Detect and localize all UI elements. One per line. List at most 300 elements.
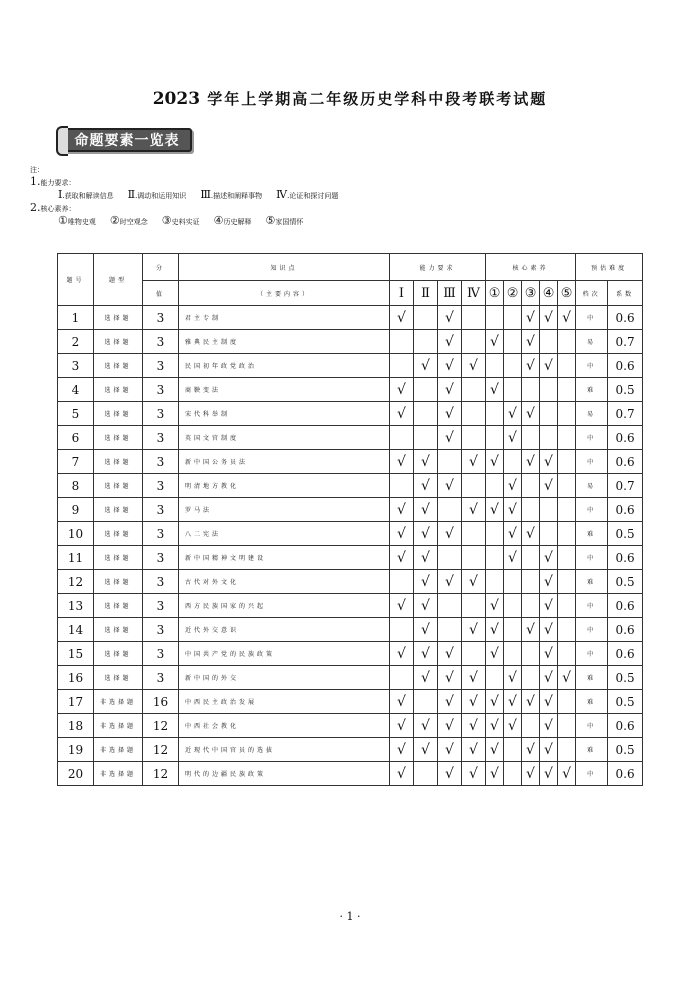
check-mark: √: [540, 450, 558, 474]
cell-qtype: 选择题: [94, 570, 143, 594]
cell-score: 3: [143, 330, 179, 354]
check-mark: [522, 642, 540, 666]
page-title: [0, 88, 700, 109]
check-mark: √: [438, 426, 462, 450]
cell-level: 中: [576, 762, 608, 786]
check-mark: [558, 738, 576, 762]
check-mark: √: [486, 330, 504, 354]
check-mark: √: [390, 378, 414, 402]
header-core-col: ③: [522, 281, 540, 306]
cell-score: 3: [143, 378, 179, 402]
cell-knowledge: 明清地方教化: [179, 474, 390, 498]
check-mark: √: [540, 642, 558, 666]
cell-knowledge: 宋代科举制: [179, 402, 390, 426]
ability-heading: 1.能力要求：: [30, 175, 76, 188]
cell-qtype: 非选择题: [94, 762, 143, 786]
cell-qtype: 选择题: [94, 306, 143, 330]
cell-qnum: 18: [58, 714, 94, 738]
header-ability-col: Ⅲ: [438, 281, 462, 306]
cell-coef: 0.6: [608, 354, 643, 378]
check-mark: [504, 618, 522, 642]
check-mark: √: [438, 474, 462, 498]
check-mark: √: [486, 594, 504, 618]
check-mark: [558, 354, 576, 378]
cell-qtype: 选择题: [94, 498, 143, 522]
check-mark: [414, 402, 438, 426]
check-mark: √: [414, 666, 438, 690]
check-mark: [504, 738, 522, 762]
check-mark: √: [522, 618, 540, 642]
check-mark: [486, 426, 504, 450]
check-mark: [462, 306, 486, 330]
check-mark: [558, 450, 576, 474]
check-mark: √: [462, 498, 486, 522]
check-mark: [504, 378, 522, 402]
check-mark: √: [438, 330, 462, 354]
cell-level: 中: [576, 498, 608, 522]
check-mark: [540, 330, 558, 354]
check-mark: √: [438, 522, 462, 546]
check-mark: √: [390, 762, 414, 786]
check-mark: [486, 570, 504, 594]
check-mark: √: [504, 714, 522, 738]
check-mark: [522, 594, 540, 618]
check-mark: √: [414, 474, 438, 498]
check-mark: √: [414, 642, 438, 666]
check-mark: [504, 330, 522, 354]
table-row: [58, 378, 643, 402]
cell-score: 3: [143, 474, 179, 498]
table-row: [58, 714, 643, 738]
cell-coef: 0.6: [608, 546, 643, 570]
check-mark: [558, 378, 576, 402]
check-mark: √: [462, 618, 486, 642]
cell-knowledge: 近现代中国官员的选拔: [179, 738, 390, 762]
cell-score: 12: [143, 738, 179, 762]
note-label: 注：: [30, 166, 44, 174]
check-mark: √: [486, 690, 504, 714]
check-mark: [522, 714, 540, 738]
check-mark: [558, 498, 576, 522]
core-text: 史料实证: [171, 218, 200, 226]
check-mark: [504, 594, 522, 618]
check-mark: [558, 330, 576, 354]
check-mark: [414, 330, 438, 354]
header-difficulty: 预估难度: [576, 254, 643, 281]
ability-text: .获取和解读信息: [62, 192, 114, 200]
check-mark: √: [504, 498, 522, 522]
cell-level: 易: [576, 330, 608, 354]
check-mark: [522, 546, 540, 570]
check-mark: [414, 762, 438, 786]
check-mark: [558, 402, 576, 426]
cell-qnum: 5: [58, 402, 94, 426]
check-mark: [486, 354, 504, 378]
cell-knowledge: 君主专制: [179, 306, 390, 330]
cell-qtype: 选择题: [94, 522, 143, 546]
cell-qnum: 20: [58, 762, 94, 786]
core-num: ⑤: [265, 214, 276, 227]
check-mark: [558, 546, 576, 570]
check-mark: √: [540, 738, 558, 762]
cell-level: 中: [576, 354, 608, 378]
check-mark: √: [540, 666, 558, 690]
check-mark: √: [390, 690, 414, 714]
check-mark: √: [558, 762, 576, 786]
cell-level: 易: [576, 402, 608, 426]
cell-coef: 0.6: [608, 426, 643, 450]
check-mark: √: [438, 738, 462, 762]
check-mark: √: [462, 570, 486, 594]
check-mark: √: [522, 354, 540, 378]
title-text: 学年上学期高二年级历史学科中段考联考试题: [207, 90, 548, 108]
check-mark: √: [504, 666, 522, 690]
header-qtype: 题型: [94, 254, 143, 306]
cell-qnum: 19: [58, 738, 94, 762]
check-mark: √: [504, 690, 522, 714]
core-heading: 2.核心素养：: [30, 201, 76, 214]
check-mark: √: [522, 330, 540, 354]
check-mark: √: [438, 306, 462, 330]
cell-score: 3: [143, 354, 179, 378]
cell-coef: 0.5: [608, 738, 643, 762]
check-mark: [462, 594, 486, 618]
check-mark: √: [390, 738, 414, 762]
check-mark: √: [438, 762, 462, 786]
cell-qtype: 选择题: [94, 642, 143, 666]
cell-qtype: 选择题: [94, 666, 143, 690]
check-mark: [462, 378, 486, 402]
table-row: [58, 642, 643, 666]
cell-score: 3: [143, 618, 179, 642]
check-mark: √: [504, 522, 522, 546]
cell-qnum: 11: [58, 546, 94, 570]
cell-qtype: 选择题: [94, 474, 143, 498]
cell-knowledge: 民国初年政党政治: [179, 354, 390, 378]
core-text: 历史解释: [223, 218, 252, 226]
check-mark: [522, 378, 540, 402]
cell-score: 3: [143, 594, 179, 618]
header-score-b: 值: [143, 281, 179, 306]
core-list: [30, 215, 352, 228]
check-mark: [540, 498, 558, 522]
ability-num: Ⅰ: [58, 188, 63, 201]
cell-qtype: 选择题: [94, 330, 143, 354]
check-mark: [414, 378, 438, 402]
cell-level: 中: [576, 306, 608, 330]
check-mark: [486, 306, 504, 330]
header-score-a: 分: [143, 254, 179, 281]
cell-coef: 0.7: [608, 330, 643, 354]
requirements-table: [57, 253, 643, 786]
check-mark: [540, 426, 558, 450]
check-mark: √: [540, 474, 558, 498]
check-mark: √: [390, 714, 414, 738]
cell-qnum: 9: [58, 498, 94, 522]
cell-qnum: 4: [58, 378, 94, 402]
cell-qtype: 选择题: [94, 594, 143, 618]
cell-qtype: 选择题: [94, 546, 143, 570]
check-mark: [558, 714, 576, 738]
check-mark: √: [414, 450, 438, 474]
cell-coef: 0.5: [608, 666, 643, 690]
check-mark: [462, 402, 486, 426]
cell-level: 中: [576, 714, 608, 738]
check-mark: [540, 402, 558, 426]
cell-qnum: 12: [58, 570, 94, 594]
header-coef: 系数: [608, 281, 643, 306]
check-mark: [504, 450, 522, 474]
check-mark: √: [438, 402, 462, 426]
check-mark: [540, 522, 558, 546]
check-mark: [504, 354, 522, 378]
cell-qtype: 非选择题: [94, 690, 143, 714]
cell-qnum: 15: [58, 642, 94, 666]
check-mark: [558, 690, 576, 714]
check-mark: √: [414, 546, 438, 570]
cell-level: 中: [576, 450, 608, 474]
page-number: · 1 ·: [339, 910, 361, 923]
check-mark: [462, 642, 486, 666]
check-mark: [486, 666, 504, 690]
cell-knowledge: 近代外交意识: [179, 618, 390, 642]
check-mark: [438, 498, 462, 522]
cell-level: 中: [576, 594, 608, 618]
check-mark: √: [558, 666, 576, 690]
table-body: [58, 306, 643, 786]
check-mark: [390, 474, 414, 498]
table-row: [58, 522, 643, 546]
cell-qtype: 选择题: [94, 378, 143, 402]
scroll-curl-icon: [56, 126, 68, 156]
header-core: 核心素养: [486, 254, 576, 281]
cell-qtype: 非选择题: [94, 738, 143, 762]
table-row: [58, 474, 643, 498]
check-mark: [486, 402, 504, 426]
cell-coef: 0.7: [608, 474, 643, 498]
table-row: [58, 594, 643, 618]
check-mark: √: [462, 762, 486, 786]
table-row: [58, 690, 643, 714]
check-mark: [504, 570, 522, 594]
check-mark: √: [486, 762, 504, 786]
cell-coef: 0.6: [608, 714, 643, 738]
cell-qnum: 13: [58, 594, 94, 618]
cell-score: 3: [143, 498, 179, 522]
cell-knowledge: 中西社会教化: [179, 714, 390, 738]
cell-knowledge: 雅典民主制度: [179, 330, 390, 354]
cell-qtype: 非选择题: [94, 714, 143, 738]
cell-qnum: 16: [58, 666, 94, 690]
check-mark: √: [486, 378, 504, 402]
header-ability: 能力要求: [390, 254, 486, 281]
check-mark: [504, 642, 522, 666]
check-mark: √: [486, 642, 504, 666]
cell-qtype: 选择题: [94, 426, 143, 450]
header-core-col: ①: [486, 281, 504, 306]
check-mark: √: [414, 714, 438, 738]
check-mark: √: [390, 450, 414, 474]
cell-score: 3: [143, 522, 179, 546]
cell-qtype: 选择题: [94, 618, 143, 642]
check-mark: √: [390, 498, 414, 522]
ability-text: .调动和运用知识: [135, 192, 187, 200]
check-mark: √: [540, 690, 558, 714]
core-text: 时空观念: [119, 218, 148, 226]
check-mark: √: [390, 306, 414, 330]
cell-coef: 0.7: [608, 402, 643, 426]
cell-score: 16: [143, 690, 179, 714]
check-mark: [414, 690, 438, 714]
check-mark: [522, 474, 540, 498]
cell-knowledge: 罗马法: [179, 498, 390, 522]
check-mark: [486, 474, 504, 498]
ability-text: .论证和探讨问题: [287, 192, 339, 200]
cell-level: 难: [576, 378, 608, 402]
header-level: 档次: [576, 281, 608, 306]
header-core-col: ⑤: [558, 281, 576, 306]
ability-num: Ⅳ: [276, 188, 288, 201]
cell-knowledge: 八二宪法: [179, 522, 390, 546]
check-mark: √: [540, 306, 558, 330]
check-mark: √: [522, 402, 540, 426]
cell-coef: 0.6: [608, 594, 643, 618]
check-mark: √: [558, 306, 576, 330]
cell-score: 12: [143, 762, 179, 786]
check-mark: [462, 522, 486, 546]
check-mark: [390, 354, 414, 378]
check-mark: √: [540, 618, 558, 642]
check-mark: √: [522, 522, 540, 546]
check-mark: √: [540, 354, 558, 378]
check-mark: [558, 426, 576, 450]
cell-score: 3: [143, 402, 179, 426]
cell-qnum: 2: [58, 330, 94, 354]
cell-coef: 0.5: [608, 690, 643, 714]
check-mark: √: [504, 474, 522, 498]
check-mark: √: [390, 546, 414, 570]
cell-coef: 0.6: [608, 762, 643, 786]
cell-level: 难: [576, 570, 608, 594]
check-mark: [504, 306, 522, 330]
header-ability-col: Ⅳ: [462, 281, 486, 306]
cell-knowledge: 中西民主政治发展: [179, 690, 390, 714]
check-mark: √: [390, 642, 414, 666]
cell-knowledge: 西方民族国家的兴起: [179, 594, 390, 618]
cell-level: 中: [576, 546, 608, 570]
cell-qnum: 6: [58, 426, 94, 450]
cell-knowledge: 中国共产党的民族政策: [179, 642, 390, 666]
check-mark: √: [414, 738, 438, 762]
check-mark: [558, 474, 576, 498]
check-mark: √: [540, 546, 558, 570]
check-mark: [390, 666, 414, 690]
check-mark: [390, 330, 414, 354]
check-mark: √: [390, 522, 414, 546]
check-mark: √: [504, 402, 522, 426]
check-mark: [522, 498, 540, 522]
cell-level: 难: [576, 522, 608, 546]
ability-list: [30, 189, 352, 202]
cell-qtype: 选择题: [94, 450, 143, 474]
check-mark: √: [390, 594, 414, 618]
cell-level: 难: [576, 666, 608, 690]
cell-qnum: 14: [58, 618, 94, 642]
core-num: ②: [109, 214, 120, 227]
cell-coef: 0.5: [608, 570, 643, 594]
table-row: [58, 666, 643, 690]
check-mark: √: [438, 642, 462, 666]
check-mark: √: [438, 714, 462, 738]
header-knowledge-sub: （主要内容）: [179, 281, 390, 306]
check-mark: √: [414, 594, 438, 618]
check-mark: √: [540, 570, 558, 594]
check-mark: [438, 546, 462, 570]
table-row: [58, 618, 643, 642]
cell-coef: 0.5: [608, 522, 643, 546]
check-mark: [438, 450, 462, 474]
check-mark: √: [540, 762, 558, 786]
check-mark: √: [486, 618, 504, 642]
ability-num: Ⅱ: [127, 188, 136, 201]
check-mark: √: [462, 666, 486, 690]
table-row: [58, 498, 643, 522]
table-row: [58, 546, 643, 570]
cell-level: 中: [576, 618, 608, 642]
cell-coef: 0.6: [608, 498, 643, 522]
cell-level: 易: [576, 474, 608, 498]
banner-text: 命题要素一览表: [74, 133, 180, 149]
check-mark: √: [522, 762, 540, 786]
check-mark: [522, 570, 540, 594]
table-row: [58, 354, 643, 378]
check-mark: √: [522, 450, 540, 474]
ability-num: Ⅲ: [200, 188, 211, 201]
check-mark: [414, 426, 438, 450]
check-mark: √: [414, 618, 438, 642]
cell-knowledge: 商鞅变法: [179, 378, 390, 402]
cell-score: 3: [143, 642, 179, 666]
core-num: ③: [161, 214, 172, 227]
title-year: 2023: [152, 89, 201, 109]
check-mark: √: [438, 354, 462, 378]
check-mark: [390, 618, 414, 642]
table-row: [58, 762, 643, 786]
cell-qnum: 7: [58, 450, 94, 474]
notes-section: [30, 164, 352, 228]
cell-coef: 0.6: [608, 618, 643, 642]
cell-level: 难: [576, 738, 608, 762]
check-mark: √: [504, 546, 522, 570]
cell-knowledge: 新中国精神文明建设: [179, 546, 390, 570]
check-mark: √: [414, 522, 438, 546]
check-mark: √: [438, 570, 462, 594]
check-mark: [462, 330, 486, 354]
core-text: 家国情怀: [275, 218, 304, 226]
check-mark: √: [414, 354, 438, 378]
cell-score: 3: [143, 426, 179, 450]
cell-qnum: 8: [58, 474, 94, 498]
check-mark: √: [486, 738, 504, 762]
header-ability-col: Ⅰ: [390, 281, 414, 306]
check-mark: [486, 546, 504, 570]
cell-knowledge: 新中国的外交: [179, 666, 390, 690]
ability-text: .描述和阐释事物: [210, 192, 263, 200]
check-mark: [462, 474, 486, 498]
check-mark: √: [522, 306, 540, 330]
table-row: [58, 738, 643, 762]
check-mark: √: [438, 690, 462, 714]
